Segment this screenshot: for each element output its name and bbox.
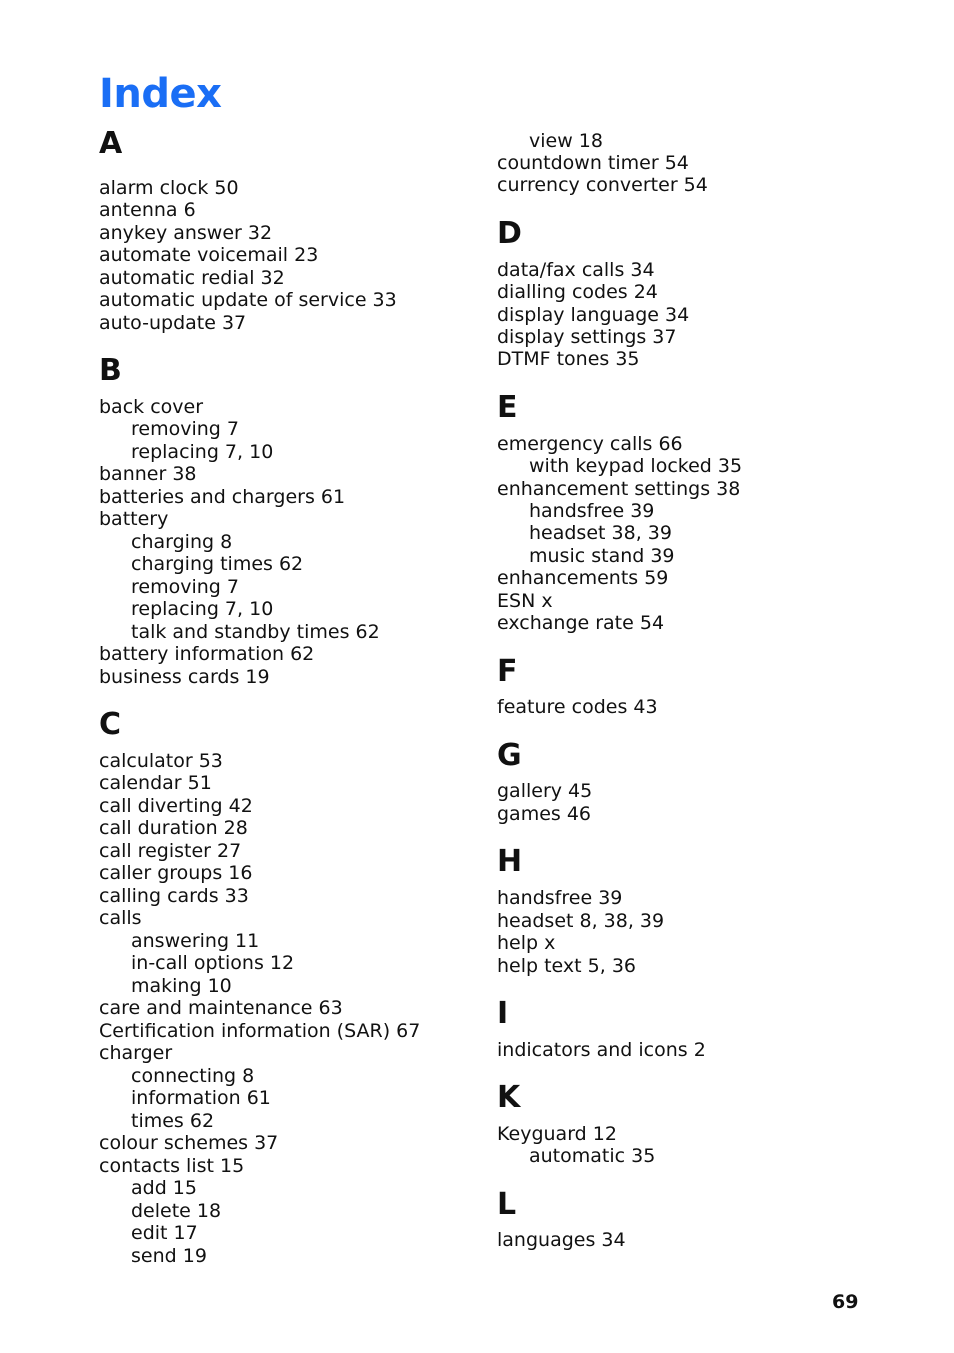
index-entry: feature codes 43	[497, 696, 658, 718]
index-entry: indicators and icons 2	[497, 1039, 706, 1061]
index-entry: emergency calls 66	[497, 433, 683, 455]
index-entry: contacts list 15	[99, 1155, 245, 1177]
index-entry: games 46	[497, 803, 592, 825]
index-entry: DTMF tones 35	[497, 348, 640, 370]
index-entry: anykey answer 32	[99, 222, 273, 244]
index-subentry: automatic 35	[529, 1145, 656, 1167]
section-letter-l: L	[497, 1187, 517, 1222]
index-entry: help text 5, 36	[497, 955, 636, 977]
index-subentry: talk and standby times 62	[131, 621, 380, 643]
section-letter-a: A	[99, 126, 123, 161]
index-subentry: view 18	[529, 130, 603, 152]
index-entry: automate voicemail 23	[99, 244, 319, 266]
index-entry: display settings 37	[497, 326, 677, 348]
index-entry: calling cards 33	[99, 885, 249, 907]
index-entry: automatic update of service 33	[99, 289, 397, 311]
index-entry: help x	[497, 932, 556, 954]
index-entry: countdown timer 54	[497, 152, 689, 174]
index-subentry: with keypad locked 35	[529, 455, 743, 477]
index-entry: display language 34	[497, 304, 690, 326]
index-entry: enhancements 59	[497, 567, 669, 589]
index-entry: call diverting 42	[99, 795, 253, 817]
index-entry: headset 8, 38, 39	[497, 910, 665, 932]
index-subentry: charging times 62	[131, 553, 304, 575]
index-entry: calculator 53	[99, 750, 223, 772]
index-entry: antenna 6	[99, 199, 196, 221]
index-entry: calls	[99, 907, 142, 929]
index-subentry: information 61	[131, 1087, 271, 1109]
index-entry: colour schemes 37	[99, 1132, 279, 1154]
index-entry: care and maintenance 63	[99, 997, 343, 1019]
section-letter-c: C	[99, 707, 122, 742]
section-letter-i: I	[497, 996, 509, 1031]
index-subentry: send 19	[131, 1245, 207, 1267]
section-letter-h: H	[497, 844, 523, 879]
section-letter-e: E	[497, 390, 518, 425]
section-letter-d: D	[497, 216, 522, 251]
index-subentry: add 15	[131, 1177, 197, 1199]
index-subentry: replacing 7, 10	[131, 441, 274, 463]
index-entry: battery information 62	[99, 643, 315, 665]
index-subentry: replacing 7, 10	[131, 598, 274, 620]
section-letter-f: F	[497, 654, 518, 689]
index-subentry: music stand 39	[529, 545, 675, 567]
index-entry: dialling codes 24	[497, 281, 658, 303]
index-entry: automatic redial 32	[99, 267, 285, 289]
index-entry: charger	[99, 1042, 173, 1064]
section-letter-g: G	[497, 738, 522, 773]
index-entry: currency converter 54	[497, 174, 708, 196]
index-entry: banner 38	[99, 463, 197, 485]
index-subentry: times 62	[131, 1110, 215, 1132]
index-subentry: in-call options 12	[131, 952, 295, 974]
page-title: Index	[99, 71, 222, 117]
page-number: 69	[832, 1291, 859, 1313]
section-letter-k: K	[497, 1080, 521, 1115]
index-entry: batteries and chargers 61	[99, 486, 346, 508]
index-entry: handsfree 39	[497, 887, 623, 909]
index-entry: call register 27	[99, 840, 242, 862]
index-entry: alarm clock 50	[99, 177, 239, 199]
index-subentry: removing 7	[131, 418, 239, 440]
index-entry: exchange rate 54	[497, 612, 665, 634]
index-subentry: headset 38, 39	[529, 522, 672, 544]
index-subentry: answering 11	[131, 930, 260, 952]
index-entry: calendar 51	[99, 772, 212, 794]
index-entry: ESN x	[497, 590, 553, 612]
index-entry: data/fax calls 34	[497, 259, 655, 281]
index-entry: auto-update 37	[99, 312, 247, 334]
index-subentry: delete 18	[131, 1200, 222, 1222]
index-entry: back cover	[99, 396, 204, 418]
index-entry: business cards 19	[99, 666, 270, 688]
index-subentry: connecting 8	[131, 1065, 255, 1087]
index-subentry: making 10	[131, 975, 232, 997]
index-entry: call duration 28	[99, 817, 248, 839]
index-entry: Keyguard 12	[497, 1123, 617, 1145]
index-subentry: charging 8	[131, 531, 233, 553]
index-subentry: handsfree 39	[529, 500, 655, 522]
index-entry: enhancement settings 38	[497, 478, 741, 500]
index-entry: Certification information (SAR) 67	[99, 1020, 421, 1042]
section-letter-b: B	[99, 353, 122, 388]
index-entry: languages 34	[497, 1229, 626, 1251]
index-subentry: edit 17	[131, 1222, 198, 1244]
index-entry: battery	[99, 508, 169, 530]
index-entry: gallery 45	[497, 780, 593, 802]
index-entry: caller groups 16	[99, 862, 253, 884]
index-subentry: removing 7	[131, 576, 239, 598]
